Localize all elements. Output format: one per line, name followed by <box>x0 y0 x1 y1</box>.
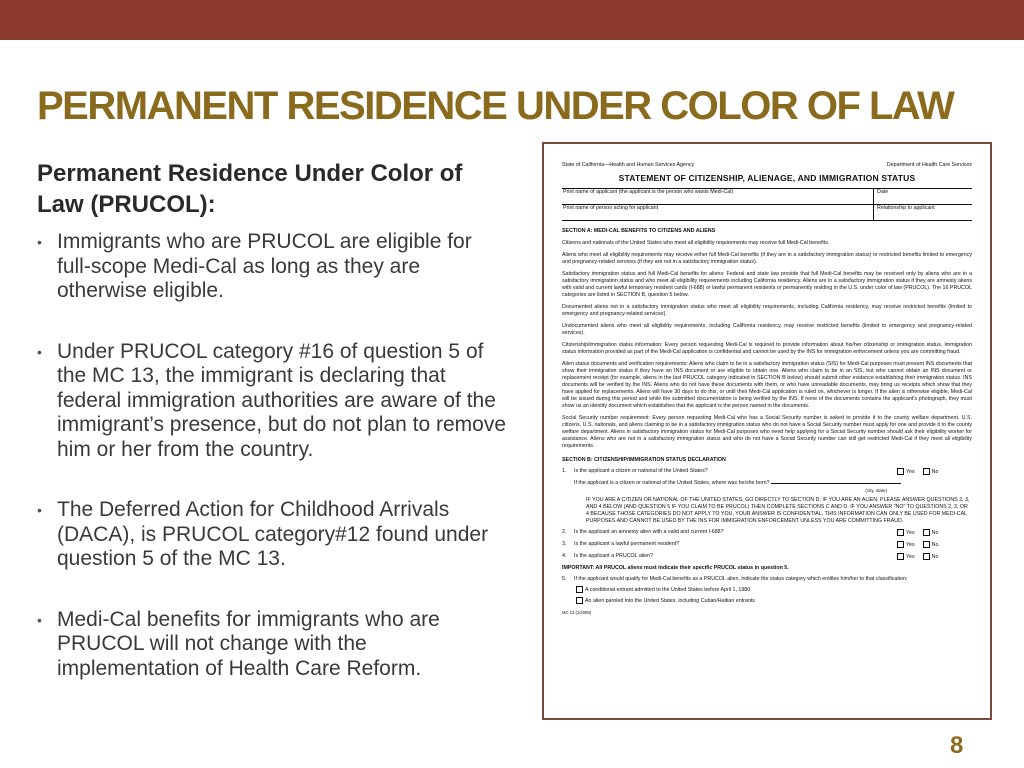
date-field: Date <box>877 189 889 195</box>
important-note: IMPORTANT: All PRUCOL aliens must indicate their specific PRUCOL status in question 5. <box>562 564 789 571</box>
question-text: Is the applicant a lawful permanent resident? <box>574 540 680 547</box>
yes-checkbox <box>897 553 904 560</box>
person-acting-field: Print name of person acting for applicant <box>562 205 874 220</box>
option-checkbox <box>576 586 583 593</box>
slide-title: PERMANENT RESIDENCE UNDER COLOR OF LAW <box>37 84 954 128</box>
question-4: 4. Is the applicant a PRUCOL alien? Yes No <box>562 552 939 560</box>
prucol-option: An alien paroled into the United States, including Cuban/Haitian entrants <box>576 597 972 605</box>
bullet-item <box>37 340 507 463</box>
top-bar <box>0 0 1024 40</box>
question-5: 5. If the applicant would qualify for Medi-Cal benefits as a PRUCOL alien, indicate the status category which entitles him/her to that classification: <box>562 576 972 583</box>
question-text: If the applicant would qualify for Medi-Cal benefits as a PRUCOL alien, indicate the status category which entitles him/her to that classification: <box>574 575 908 582</box>
form-title: STATEMENT OF CITIZENSHIP, ALIENAGE, AND IMMIGRATION STATUS <box>618 173 916 183</box>
bullet-icon: • <box>37 502 42 518</box>
yes-checkbox <box>897 541 904 548</box>
divider <box>562 220 972 221</box>
form-image-frame <box>542 142 992 720</box>
agency-right: Department of Health Care Services <box>886 162 972 168</box>
section-a-heading: SECTION A: MEDI-CAL BENEFITS TO CITIZENS AND ALIENS <box>562 228 716 234</box>
bullet-item <box>37 230 507 304</box>
subheading: Permanent Residence Under Color of Law (PRUCOL): <box>37 160 463 218</box>
form-paragraph: Citizenship/immigration status information: Every person requesting Medi-Cal is required to provide information about his/her citizenship or immigration status. Immigration status information provided as part of the Medi-Cal application is confidential and cannot be used by the INS for immigration enforcement unless you are committing fraud. <box>562 342 972 355</box>
field-row <box>562 205 972 220</box>
form-paragraph: Documented aliens not in a satisfactory immigration status who meet all eligibility requirements, including California residency, may receive restricted benefits (limited to emergency and pregnancy-related services). <box>562 304 972 317</box>
form-paragraph: Citizens and nationals of the United States who meet all eligibility requirements may receive full Medi-Cal benefits. <box>562 240 830 246</box>
question-2: 2. Is the applicant an amnesty alien with a valid and current I-688? Yes No <box>562 528 939 536</box>
no-checkbox <box>923 541 930 548</box>
form-paragraph: Undocumented aliens who meet all eligibility requirements, including California residency, may receive restricted benefits (limited to emergency and pregnancy-related services). <box>562 323 972 336</box>
bullet-text: Medi-Cal benefits for immigrants who are PRUCOL will not change with the implementation of Health Care Reform. <box>57 607 440 680</box>
bullet-list <box>37 230 507 681</box>
bullet-text: Immigrants who are PRUCOL are eligible for full-scope Medi-Cal as long as they are otherwise eligible. <box>57 230 472 302</box>
no-checkbox <box>923 468 930 475</box>
field-row <box>562 189 972 204</box>
prucol-option: A conditional entrant admitted to the United States before April 1, 1980 <box>576 586 972 594</box>
yes-checkbox <box>897 529 904 536</box>
question-text: Is the applicant a citizen or national of the United States? <box>574 468 708 474</box>
question-3: 3. Is the applicant a lawful permanent resident? Yes No <box>562 540 939 548</box>
form-paragraph: Alien status documents and verification requirements: Aliens who claim to be in a satisfactory immigration status (SIS) for Medi-Cal purposes must present INS documents that show their immigration status if they have an INS document or are eligible to obtain one. Aliens who claim to be in an SIS, but who cannot obtain an INS document or replacement receipt (for example, aliens in the last PRUCOL category indicated in SECTION B below) should submit other evidence establishing their immigration status. INS documents will be verified by the INS. Aliens who do not have these documents with them, or who have unreadable documents, may bring us receipts which show that they have applied for replacements. Aliens will have 30 days to do this, or until their Medi-Cal application is ruled on, whichever is longer. If the alien is otherwise eligible, Medi-Cal will be issued during this period and while the submitted documentation is being verified by the INS. If none of the documents contains the applicant's photograph, they must show us an identity document which establishes that the applicant is the person named in the documents. <box>562 361 972 409</box>
form-paragraph: Satisfactory immigration status and full Medi-Cal benefits for aliens: Federal and state law provide that full Medi-Cal benefits may be received only by aliens who are in a satisfactory immigration status and who meet all eligibility requirements including California residency. Aliens are in a satisfactory immigration status if they are amnesty aliens with valid and current lawful temporary resident cards (I-688) or lawful permanent residents or permanently residing in the U.S. under color of law (PRUCOL). The 16 PRUCOL categories are listed in SECTION B, question 5 below. <box>562 271 972 298</box>
no-checkbox <box>923 529 930 536</box>
birthplace-line <box>771 483 901 484</box>
relationship-field: Relationship to applicant <box>877 205 935 211</box>
form-header <box>562 162 972 169</box>
bullet-item <box>37 498 507 572</box>
question-1: 1. Is the applicant a citizen or national of the United States? Yes No <box>562 468 939 475</box>
instructions-caps: IF YOU ARE A CITIZEN OR NATIONAL OF THE UNITED STATES, GO DIRECTLY TO SECTION D. IF YOU ARE AN ALIEN, PLEASE ANSWER QUESTIONS 2, 3, AND 4 BELOW (AND QUESTION 5 IF YOU CLAIM TO BE PRUCOL) THEN COMPLETE SECTIONS C AND D. IF YOU ANSWER "NO" TO QUESTIONS 2, 3, OR 4 BECAUSE THOSE CATEGORIES DO NOT APPLY TO YOU, YOUR ANSWER IS CONFIDENTIAL. THIS INFORMATION CAN ONLY BE USED FOR MEDI-CAL PURPOSES AND CANNOT BE USED BY THE INS FOR IMMIGRATION ENFORCEMENT UNLESS YOU ARE COMMITTING FRAUD. <box>586 496 970 524</box>
option-checkbox <box>576 597 583 604</box>
yes-checkbox <box>897 468 904 475</box>
agency-left: State of California—Health and Human Services Agency <box>562 162 695 168</box>
section-b-heading: SECTION B: CITIZENSHIP/IMMIGRATION STATUS DECLARATION <box>562 457 726 463</box>
applicant-name-field: Print name of applicant (the applicant is the person who wants Medi-Cal) <box>562 189 874 204</box>
form-number: MC 13 (1/2008) <box>562 610 592 616</box>
bullet-text: The Deferred Action for Childhood Arrivals (DACA), is PRUCOL category#12 found under question 5 of the MC 13. <box>57 498 489 570</box>
bullet-icon: • <box>37 343 42 360</box>
bullet-icon: • <box>37 234 42 250</box>
question-1-sub: If the applicant is a citizen or national of the United States, where was he/she born? <box>562 480 972 487</box>
page-number: 8 <box>950 732 964 759</box>
bullet-item <box>37 608 507 682</box>
question-text: Is the applicant a PRUCOL alien? <box>574 552 654 559</box>
slide-text-panel <box>37 158 507 717</box>
city-state-label: (city, state) <box>865 487 887 493</box>
bullet-icon: • <box>37 611 42 628</box>
no-checkbox <box>923 553 930 560</box>
form-paragraph: Aliens who meet all eligibility requirements may receive either full Medi-Cal benefits (if they are in a satisfactory immigration status) or restricted benefits limited to emergency and pregnancy-related services (if they are not in a satisfactory immigration status). <box>562 252 972 265</box>
form-paragraph: Social Security number requirement: Every person requesting Medi-Cal who has a Social Security number is asked to provide it to the county welfare department. U.S. citizens, U.S. nationals, and aliens claiming to be in a satisfactory immigration status who do not have a Social Security number must apply for one and provide it to the county welfare department. Aliens in satisfactory immigration status for Medi-Cal purposes who need help applying for a Social Security number should ask their eligibility worker for assistance. Aliens who are not in a satisfactory immigration status and who do not have a Social Security number can still get restricted Medi-Cal if they meet all eligibility requirements. <box>562 415 972 449</box>
question-text: Is the applicant an amnesty alien with a valid and current I-688? <box>574 528 724 535</box>
bullet-text: Under PRUCOL category #16 of question 5 of the MC 13, the immigrant is declaring that federal immigration authorities are aware of the immigrant’s presence, but do not plan to remove him or her from the country. <box>57 339 507 461</box>
mc13-form <box>562 162 972 616</box>
